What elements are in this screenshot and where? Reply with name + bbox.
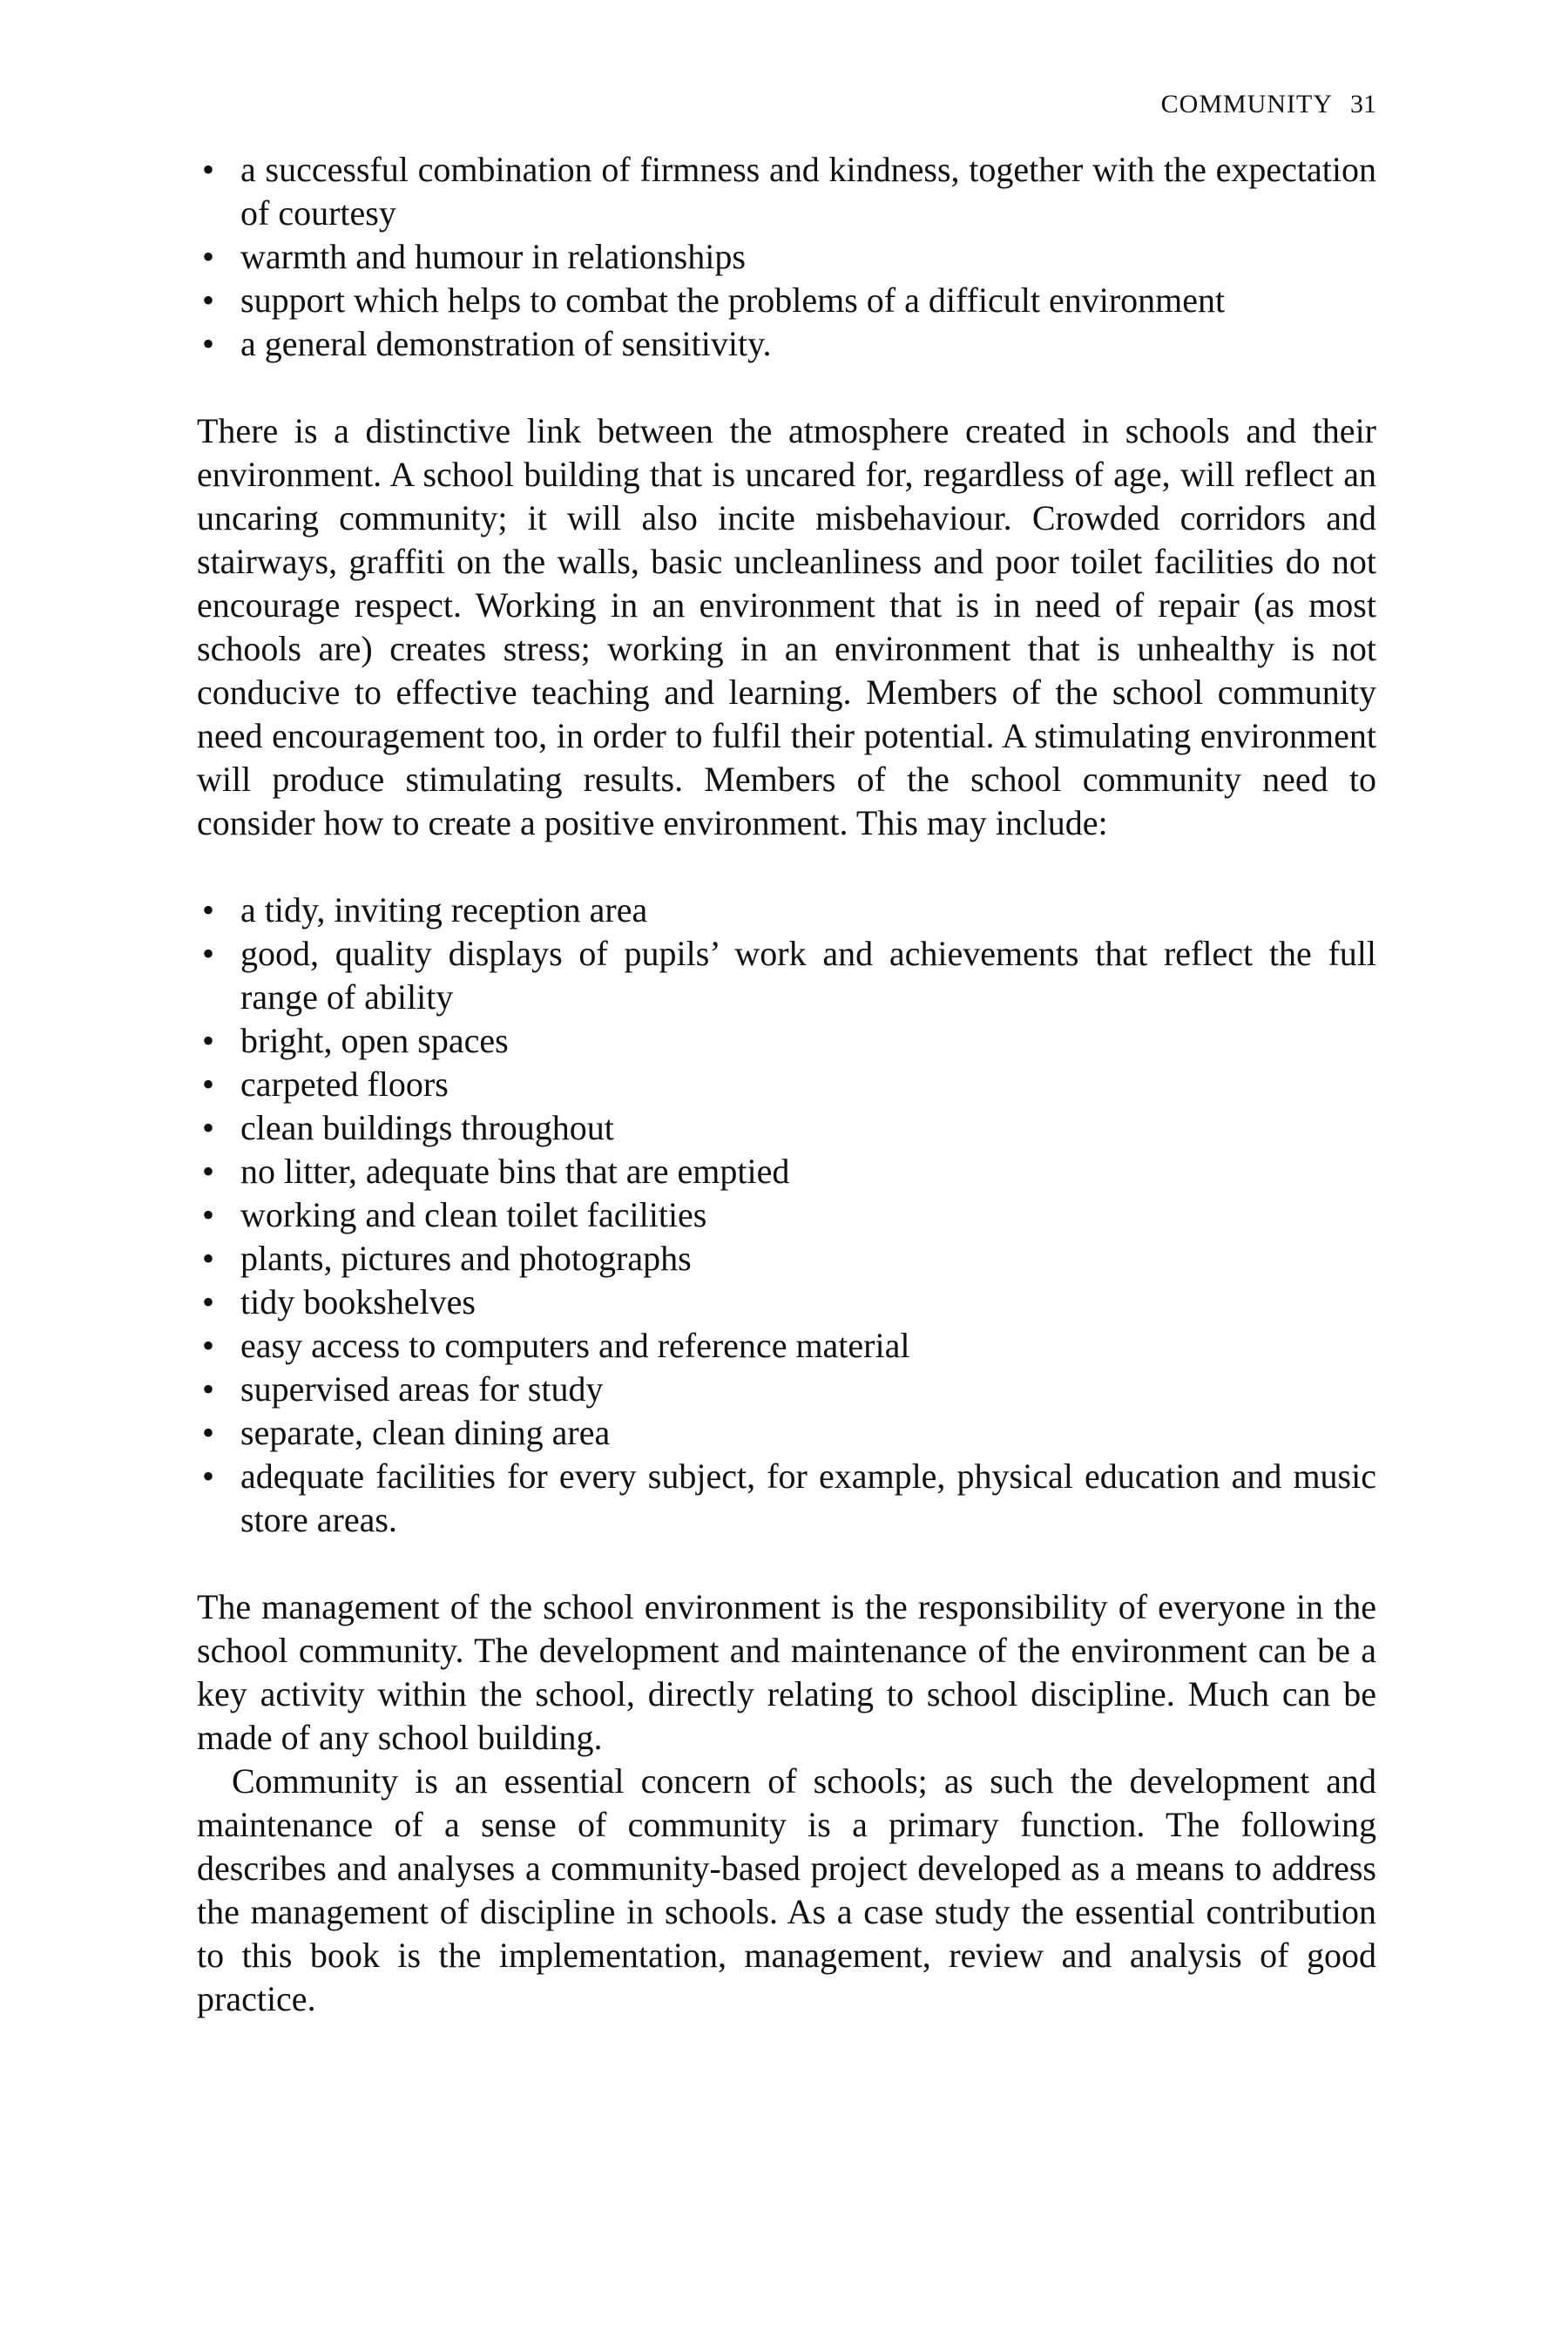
- list-item: • a general demonstration of sensitivity.: [197, 322, 1376, 366]
- running-head: [197, 87, 1376, 122]
- paragraph-management: The management of the school environment is the responsibility of everyone in the school community. The development and maintenance of the environment can be a key activity within the school, directly relating to school discipline. Much can be made of any school building.: [197, 1587, 1376, 1757]
- list-item: • plants, pictures and photographs: [197, 1237, 1376, 1281]
- list-item: • bright, open spaces: [197, 1019, 1376, 1063]
- list-item: • supervised areas for study: [197, 1368, 1376, 1411]
- list-item: • separate, clean dining area: [197, 1411, 1376, 1455]
- qualities-list: [197, 148, 1376, 366]
- page-number: 31: [1350, 90, 1376, 118]
- paragraph-environment: There is a distinctive link between the atmosphere created in schools and their environment. A school building that is uncared for, regardless of age, will reflect an uncaring community; it will also incite misbehaviour. Crowded corridors and stairways, graffiti on the walls, basic uncleanliness and poor toilet facilities do not encourage respect. Working in an environment that is in need of repair (as most schools are) creates stress; working in an environment that is unhealthy is not conducive to effective teaching and learning. Members of the school community need encouragement too, in order to fulfil their potential. A stimulating environment will produce stimulating results. Members of the school community need to consider how to create a positive environment. This may include:: [197, 411, 1376, 842]
- spacer: [197, 845, 1376, 889]
- book-page: [197, 87, 1376, 2021]
- spacer: [197, 1542, 1376, 1585]
- list-item: • easy access to computers and reference material: [197, 1324, 1376, 1368]
- list-item: • tidy bookshelves: [197, 1281, 1376, 1324]
- list-item: • good, quality displays of pupils’ work and achievements that reflect the full range of ability: [197, 932, 1376, 1019]
- paragraph-community: Community is an essential concern of schools; as such the development and maintenance of a sense of community is a primary function. The following describes and analyses a community-based project developed as a means to address the management of discipline in schools. As a case study the essential contribution to this book is the implementation, management, review and analysis of good practice.: [197, 1761, 1376, 2018]
- environment-list: [197, 889, 1376, 1542]
- list-item: • a tidy, inviting reception area: [197, 889, 1376, 932]
- list-item: • adequate facilities for every subject, for example, physical education and music store areas.: [197, 1455, 1376, 1542]
- list-item: • no litter, adequate bins that are emptied: [197, 1150, 1376, 1193]
- list-item: • clean buildings throughout: [197, 1106, 1376, 1150]
- list-item: • carpeted floors: [197, 1063, 1376, 1106]
- running-title: COMMUNITY: [1160, 90, 1333, 118]
- list-item: • warmth and humour in relationships: [197, 235, 1376, 279]
- list-item: • a successful combination of firmness and kindness, together with the expectation of courtesy: [197, 148, 1376, 235]
- list-item: • working and clean toilet facilities: [197, 1193, 1376, 1237]
- spacer: [197, 366, 1376, 409]
- list-item: • support which helps to combat the problems of a difficult environment: [197, 279, 1376, 322]
